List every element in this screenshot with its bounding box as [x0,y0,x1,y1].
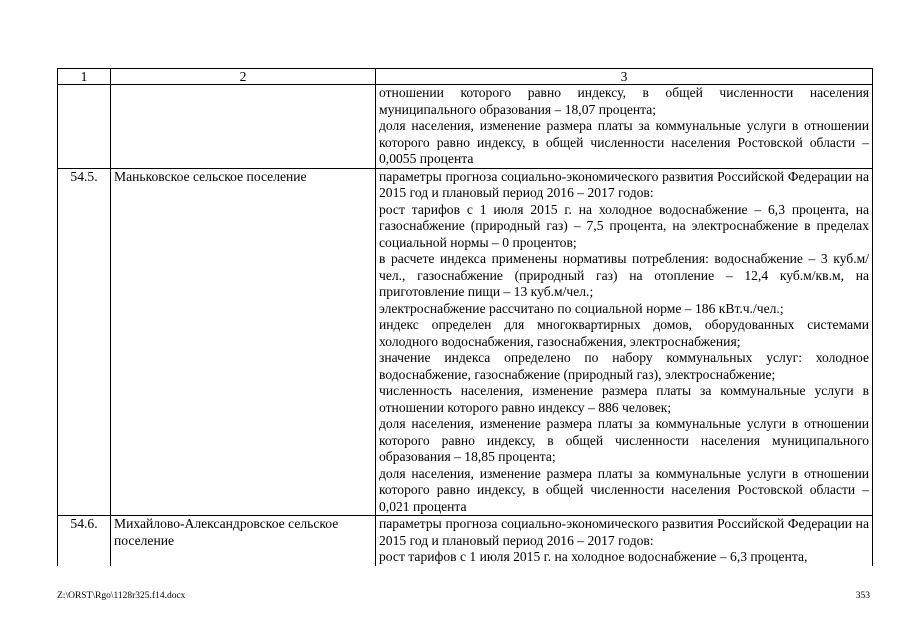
settlement-name [111,85,376,169]
paragraph: доля населения, изменение размера платы за коммунальные услуги в отношении которого равно индексу, в общей численности населения Ростовской области – 0,0055 процента [379,118,869,166]
paragraph: значение индекса определено по набору коммунальных услуг: холодное водоснабжение, газоснабжение (природный газ), электроснабжение; [379,350,869,382]
paragraph: рост тарифов с 1 июля 2015 г. на холодное водоснабжение – 6,3 процента, на газоснабжение (природный газ) – 7,5 процента, на электроснабжение в пределах социальной нормы – 0 процентов; [379,201,869,250]
table-row [58,85,873,169]
settlement-name: Михайлово-Александровское сельское поселение [111,516,376,566]
paragraph: параметры прогноза социально-экономического развития Российской Федерации на 2015 год и плановый период 2016 – 2017 годов: [379,516,869,548]
row-number: 54.5. [58,168,111,516]
column-header-1: 1 [58,69,111,85]
column-header-2: 2 [111,69,376,85]
table-row [58,516,873,566]
row-description [376,85,873,169]
paragraph: доля населения, изменение размера платы за коммунальные услуги в отношении которого равно индексу, в общей численности населения Ростовской области – 0,021 процента [379,465,869,514]
table-header-row [58,69,873,85]
paragraph: рост тарифов с 1 июля 2015 г. на холодное водоснабжение – 6,3 процента, [379,549,808,564]
paragraph: доля населения, изменение размера платы за коммунальные услуги в отношении которого равно индексу, в общей численности населения муниципального образования – 18,85 процента; [379,416,869,464]
settlement-name: Маньковское сельское поселение [111,168,376,516]
table-row [58,168,873,516]
paragraph: параметры прогноза социально-экономического развития Российской Федерации на 2015 год и плановый период 2016 – 2017 годов: [379,168,869,200]
footer-page-number: 353 [855,591,870,601]
paragraph: численность населения, изменение размера платы за коммунальные услуги в отношении которого равно индексу – 886 человек; [379,383,869,415]
row-description [376,168,873,516]
paragraph: в расчете индекса применены нормативы потребления: водоснабжение – 3 куб.м/чел., газоснабжение (природный газ) на отопление – 12,4 куб.м/кв.м, на приготовление пищи – 13 куб.м/чел.; [379,251,869,299]
paragraph: отношении которого равно индексу, в общей численности населения муниципального образования – 18,07 процента; [379,85,869,117]
row-number [58,85,111,169]
data-table [57,68,873,566]
paragraph: электроснабжение рассчитано по социальной норме – 186 кВт.ч./чел.; [379,300,784,316]
row-number: 54.6. [58,516,111,566]
paragraph: индекс определен для многоквартирных домов, оборудованных системами холодного водоснабжения, газоснабжения, электроснабжения; [379,317,869,349]
row-description [376,516,873,566]
column-header-3: 3 [376,69,873,85]
footer-file-path: Z:\ORST\Rgo\1128r325.f14.docx [57,591,186,601]
